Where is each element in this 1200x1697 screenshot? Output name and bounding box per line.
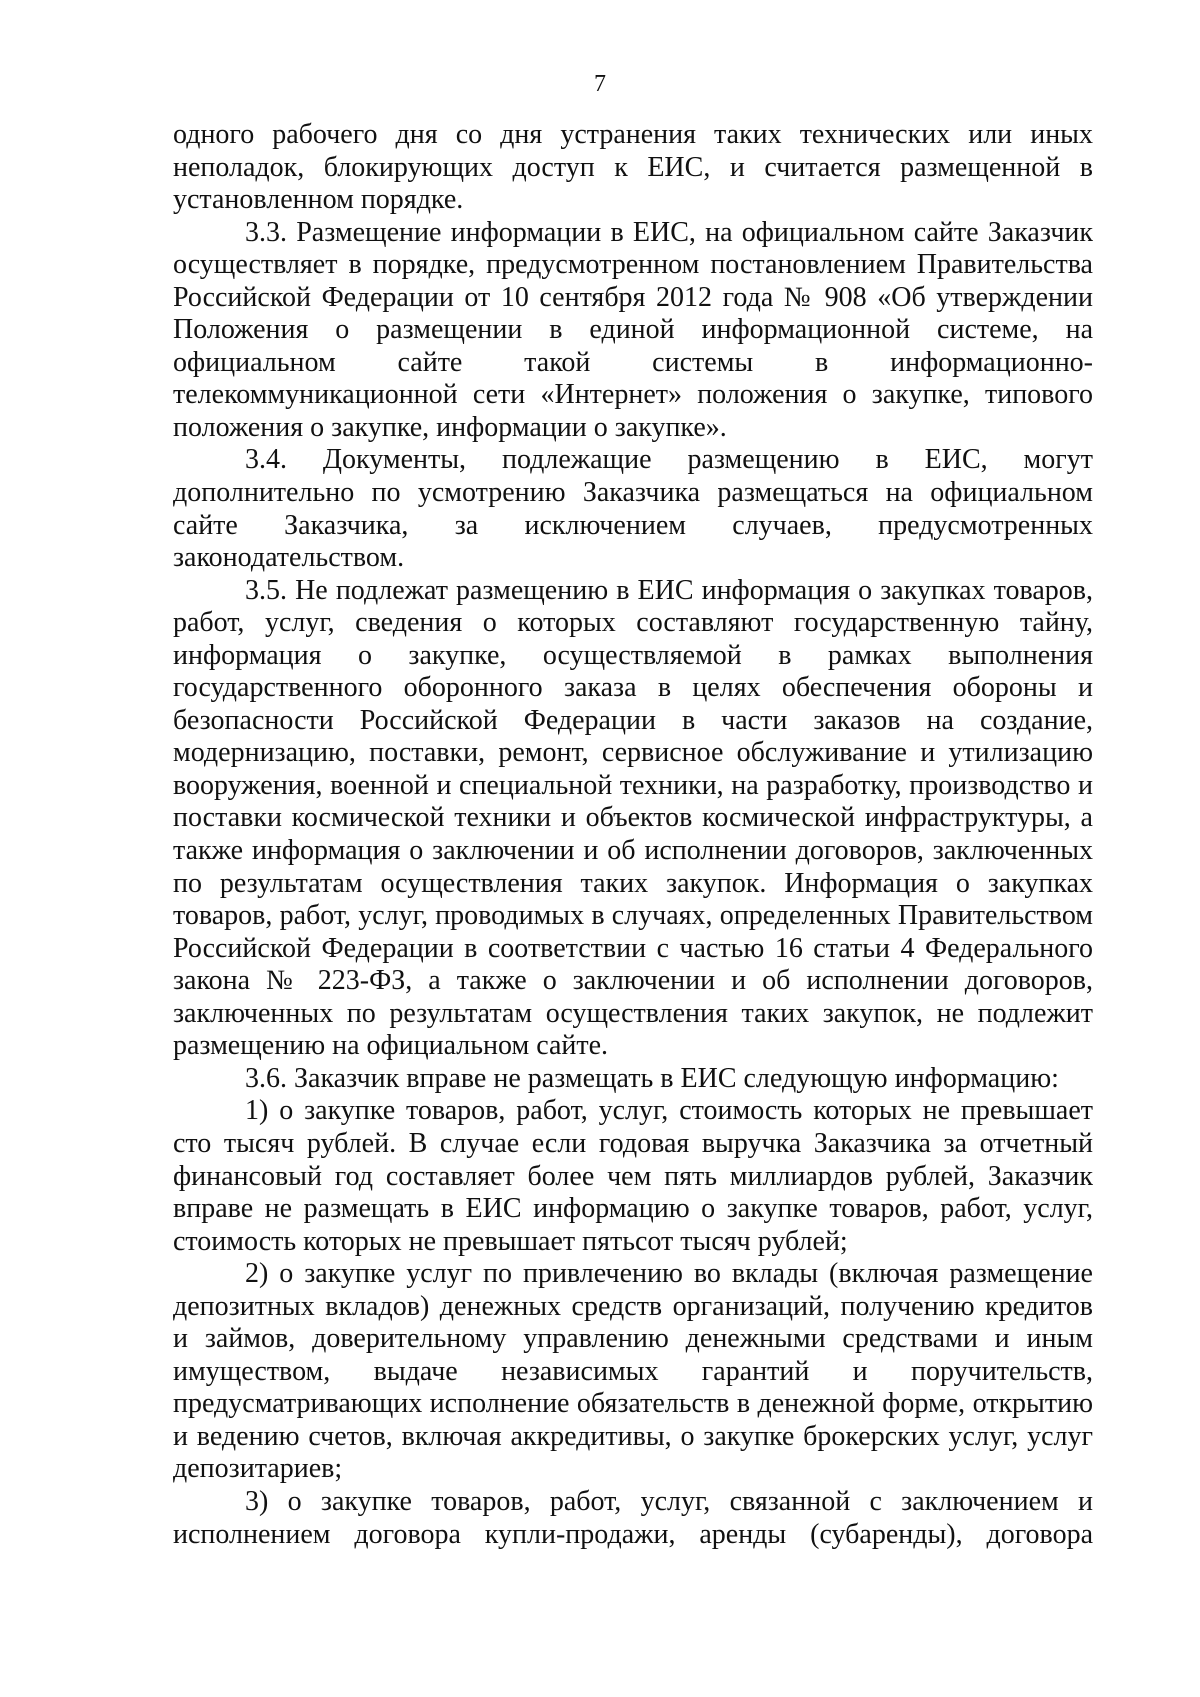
- paragraph-3-4: 3.4. Документы, подлежащие размещению в ЕИС, могут дополнительно по усмотрению Заказчика размещаться на официальном сайте Заказчика, за исключением случаев, предусмотренных законодательством.: [173, 444, 1093, 574]
- list-item-2: 2) о закупке услуг по привлечению во вклады (включая размещение депозитных вкладов) денежных средств организаций, получению кредитов и займов, доверительному управлению денежными средствами и иным имуществом, выдаче независимых гарантий и поручительств, предусматривающих исполнение обязательств в денежной форме, открытию и ведению счетов, включая аккредитивы, о закупке брокерских услуг, услуг депозитариев;: [173, 1258, 1093, 1485]
- paragraph-continuation: одного рабочего дня со дня устранения таких технических или иных неполадок, блокирующих доступ к ЕИС, и считается размещенной в установленном порядке.: [173, 119, 1093, 216]
- list-item-3: 3) о закупке товаров, работ, услуг, связанной с заключением и исполнением договора купли-продажи, аренды (субаренды), договора: [173, 1485, 1093, 1550]
- paragraph-3-3: 3.3. Размещение информации в ЕИС, на официальном сайте Заказчик осуществляет в порядке, предусмотренном постановлением Правительства Российской Федерации от 10 сентября 2012 года № 908 «Об утверждении Положения о размещении в единой информационной системе, на официальном сайте такой системы в информационно-телекоммуникационной сети «Интернет» положения о закупке, типового положения о закупке, информации о закупке».: [173, 216, 1093, 443]
- list-item-1: 1) о закупке товаров, работ, услуг, стоимость которых не превышает сто тысяч рублей. В случае если годовая выручка Заказчика за отчетный финансовый год составляет более чем пять миллиардов рублей, Заказчик вправе не размещать в ЕИС информацию о закупке товаров, работ, услуг, стоимость которых не превышает пятьсот тысяч рублей;: [173, 1095, 1093, 1257]
- paragraph-3-6: 3.6. Заказчик вправе не размещать в ЕИС следующую информацию:: [245, 1062, 1059, 1094]
- document-body: [173, 119, 1093, 1551]
- paragraph-3-5: 3.5. Не подлежат размещению в ЕИС информация о закупках товаров, работ, услуг, сведения о которых составляют государственную тайну, информация о закупке, осуществляемой в рамках выполнения государственного оборонного заказа в целях обеспечения обороны и безопасности Российской Федерации в части заказов на создание, модернизацию, поставки, ремонт, сервисное обслуживание и утилизацию вооружения, военной и специальной техники, на разработку, производство и поставки космической техники и объектов космической инфраструктуры, а также информация о заключении и об исполнении договоров, заключенных по результатам осуществления таких закупок. Информация о закупках товаров, работ, услуг, проводимых в случаях, определенных Правительством Российской Федерации в соответствии с частью 16 статьи 4 Федерального закона № 223-ФЗ, а также о заключении и об исполнении договоров, заключенных по результатам осуществления таких закупок, не подлежит размещению на официальном сайте.: [173, 574, 1093, 1062]
- page-number: 7: [594, 71, 606, 97]
